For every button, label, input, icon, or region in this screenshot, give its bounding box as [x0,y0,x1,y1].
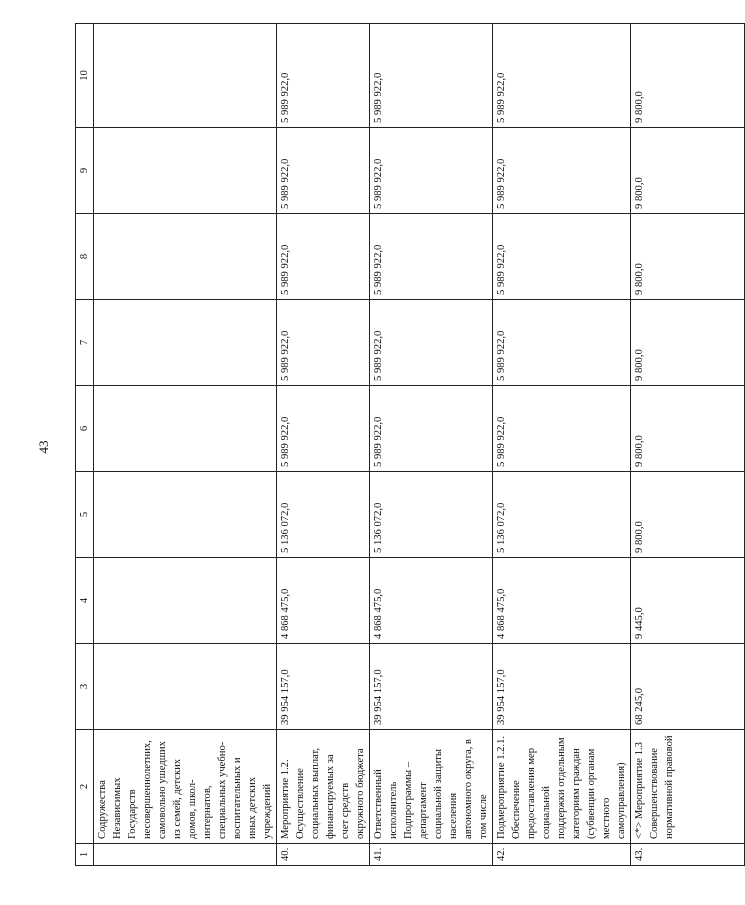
amount-cell: 5 989 922,0 [493,128,631,214]
column-number: 6 [76,386,94,472]
budget-table [75,23,745,866]
amount-cell: 5 989 922,0 [277,386,370,472]
amount-cell: 5 989 922,0 [370,300,493,386]
amount-cell: 5 136 072,0 [370,472,493,558]
amount-cell: 9 800,0 [631,300,745,386]
amount-cell: 5 989 922,0 [277,24,370,128]
amount-cell [94,128,277,214]
row-number-cell: 40. [277,844,370,866]
amount-cell: 39 954 157,0 [493,644,631,730]
amount-cell [94,24,277,128]
amount-cell: 5 989 922,0 [277,128,370,214]
column-number: 8 [76,214,94,300]
row-number-cell [94,844,277,866]
amount-cell: 5 989 922,0 [493,300,631,386]
amount-cell: 39 954 157,0 [277,644,370,730]
description-cell: Мероприятие 1.2. Осуществление социальных выплат, финансируемых за счет средств окружного бюджета [277,730,370,844]
amount-cell: 68 245,0 [631,644,745,730]
amount-cell: 5 136 072,0 [493,472,631,558]
description-cell: <*> Мероприятие 1.3 Совершенствование нормативной правовой [631,730,745,844]
row-number-cell: 43. [631,844,745,866]
amount-cell: 9 800,0 [631,24,745,128]
description-cell: Подмероприятие 1.2.1. Обеспечение предоставления мер социальной поддержки отдельным категориям граждан (субвенции органам местного самоуправления) [493,730,631,844]
column-number: 10 [76,24,94,128]
table-row [631,24,745,866]
column-number-row [76,24,94,866]
amount-cell: 5 989 922,0 [493,24,631,128]
amount-cell: 5 989 922,0 [370,386,493,472]
amount-cell: 5 989 922,0 [277,214,370,300]
amount-cell: 5 989 922,0 [370,128,493,214]
amount-cell: 4 868 475,0 [370,558,493,644]
amount-cell [94,300,277,386]
amount-cell [94,558,277,644]
column-number: 3 [76,644,94,730]
amount-cell [94,472,277,558]
amount-cell: 9 445,0 [631,558,745,644]
table-row [94,24,277,866]
table-row [277,24,370,866]
amount-cell: 9 800,0 [631,214,745,300]
row-number-cell: 41. [370,844,493,866]
row-number-cell: 42. [493,844,631,866]
amount-cell: 39 954 157,0 [370,644,493,730]
amount-cell: 9 800,0 [631,472,745,558]
table-row [493,24,631,866]
amount-cell: 5 989 922,0 [493,214,631,300]
amount-cell: 5 989 922,0 [493,386,631,472]
amount-cell [94,386,277,472]
page-number: 43 [36,440,51,454]
amount-cell: 5 989 922,0 [370,24,493,128]
amount-cell: 5 989 922,0 [277,300,370,386]
column-number: 1 [76,844,94,866]
column-number: 9 [76,128,94,214]
description-cell: Содружества Независимых Государств несовершеннолетних, самовольно ушедших из семей, детских домов, школ-интернатов, специальных учебно-воспитательных и иных детских учреждений [94,730,277,844]
rotated-table-container [75,34,675,866]
amount-cell: 9 800,0 [631,386,745,472]
column-number: 4 [76,558,94,644]
column-number: 7 [76,300,94,386]
amount-cell: 5 136 072,0 [277,472,370,558]
column-number: 5 [76,472,94,558]
amount-cell [94,214,277,300]
amount-cell: 5 989 922,0 [370,214,493,300]
description-cell: Ответственный исполнитель Подпрограммы – департамент социальной защиты населения автономного округа, в том числе [370,730,493,844]
amount-cell: 4 868 475,0 [277,558,370,644]
amount-cell [94,644,277,730]
amount-cell: 9 800,0 [631,128,745,214]
table-row [370,24,493,866]
amount-cell: 4 868 475,0 [493,558,631,644]
column-number: 2 [76,730,94,844]
